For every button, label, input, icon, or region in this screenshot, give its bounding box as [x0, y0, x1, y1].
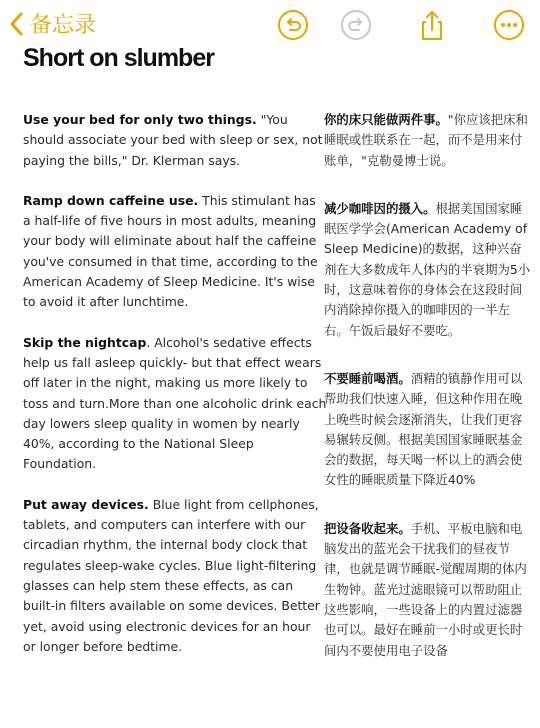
undo-button[interactable]: [276, 8, 310, 42]
en-body-nightcap: . Alcohol's sedative effects help us fall asleep quickly- but that effect wears off later in the night, making us more likely to toss and turn.More than one alcoholic drink each day lowers sleep quality in women by nearly 40%, according to the National Sleep Foundation.: [23, 334, 327, 472]
zh-paragraph-nightcap: [324, 369, 534, 491]
en-heading-devices: Put away devices.: [23, 496, 149, 512]
zh-heading-nightcap: 不要睡前喝酒。: [324, 370, 411, 386]
share-button[interactable]: [415, 8, 449, 42]
zh-heading-devices: 把设备收起来。: [324, 520, 411, 536]
zh-body-bed: "你应该把床和睡眠或性联系在一起，而不是用来付账单，"克勒曼博士说。: [324, 112, 528, 168]
zh-heading-bed: 你的床只能做两件事。: [324, 112, 448, 127]
en-heading-bed: Use your bed for only two things.: [23, 112, 257, 127]
zh-paragraph-caffeine: [324, 199, 534, 341]
en-paragraph-caffeine: [23, 191, 327, 313]
zh-body-caffeine: 根据美国国家睡眠医学学会(American Academy of Sleep Medicine)的数据，这种兴奋剂在大多数成年人体内的半衰期为5小时，这意味着你的身体会在这段时间内消除掉你摄入的咖啡因的一半左右。午饭后最好不要吃。: [324, 200, 531, 338]
undo-icon: [276, 8, 310, 42]
back-button[interactable]: [6, 8, 96, 39]
en-body-bed: "You should associate your bed with sleep or sex, not paying the bills," Dr. Klerman says.: [23, 112, 323, 168]
note-title: Short on slumber: [23, 44, 214, 72]
en-body-caffeine: This stimulant has a half-life of five hours in most adults, meaning your body will eliminate about half the caffeine you've consumed in that time, according to the American Academy of Sleep Medicine. It's wise to avoid it after lunchtime.: [23, 192, 318, 310]
more-button[interactable]: [492, 8, 526, 42]
zh-body-devices: 手机、平板电脑和电脑发出的蓝光会干扰我们的昼夜节律，也就是调节睡眠-觉醒周期的体内生物钟。蓝光过滤眼镜可以帮助阻止这些影响，一些设备上的内置过滤器也可以。最好在睡前一小时或更长时间内不要使用电子设备: [324, 520, 527, 658]
share-icon: [415, 8, 449, 42]
more-icon: [492, 8, 526, 42]
chinese-column[interactable]: [324, 110, 534, 661]
en-body-devices: Blue light from cellphones, tablets, and computers can interfere with our circadian rhythm, the internal body clock that regulates sleep-wake cycles. Blue light-filtering glasses can help stem these effects, as can built-in filters available on some devices. Better yet, avoid using electronic devices for an hour or longer before bedtime.: [23, 496, 320, 654]
chevron-left-icon: [6, 10, 28, 38]
en-heading-caffeine: Ramp down caffeine use.: [23, 192, 199, 208]
navigation-bar: [0, 0, 540, 50]
en-paragraph-bed: [23, 110, 327, 171]
en-paragraph-nightcap: [23, 333, 327, 475]
zh-heading-caffeine: 减少咖啡因的摄入。: [324, 200, 436, 216]
redo-button[interactable]: [339, 8, 373, 42]
en-heading-nightcap: Skip the nightcap: [23, 334, 147, 350]
redo-icon: [339, 8, 373, 42]
zh-paragraph-devices: [324, 519, 534, 661]
english-column[interactable]: [23, 110, 327, 657]
zh-body-nightcap: 酒精的镇静作用可以帮助我们快速入睡，但这种作用在晚上晚些时候会逐渐消失，让我们更容易辗转反侧。根据美国国家睡眠基金会的数据，每天喝一杯以上的酒会使女性的睡眠质量下降近40%: [324, 370, 523, 488]
en-paragraph-devices: [23, 495, 327, 657]
zh-paragraph-bed: [324, 110, 534, 171]
back-label: 备忘录: [30, 13, 97, 38]
